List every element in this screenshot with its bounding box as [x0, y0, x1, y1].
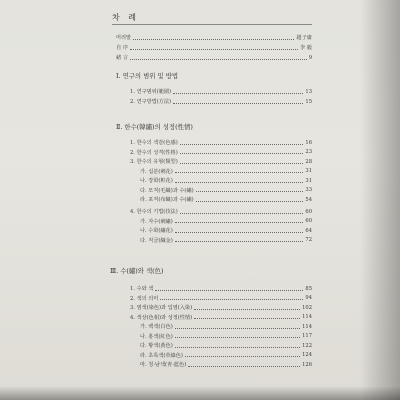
entry-page: 102 [302, 304, 312, 311]
entry-label: 라. 포직(布織)과 수(繡) [140, 197, 194, 203]
entry-label: 2. 색의 의미 [130, 295, 159, 302]
leader-dots [175, 219, 304, 223]
entry-page: 31 [305, 177, 312, 184]
leader-dots [175, 169, 304, 173]
entry-author: 李 毅 [299, 45, 312, 51]
entry-page: 31 [305, 168, 312, 174]
entry-page: 33 [305, 187, 312, 193]
entry-label: 마. 청·남색(靑·藍色) [140, 362, 187, 368]
entry-page: 122 [302, 342, 312, 349]
entry-page: 9 [308, 54, 312, 61]
entry-label: 1. 연구범위(範圍) [130, 89, 172, 95]
entry-label: 다. 모직(毛織)과 수(繡) [140, 187, 194, 194]
title-underline [112, 24, 312, 25]
leader-dots [160, 296, 303, 300]
toc-subentry [140, 227, 312, 234]
entry-page: 114 [302, 323, 312, 330]
toc-subentry [140, 177, 312, 184]
entry-page: 54 [305, 196, 312, 203]
toc-entry-preface [116, 34, 312, 41]
entry-page: 60 [305, 208, 312, 215]
entry-label: 나. 홍색(紅色) [140, 333, 173, 340]
entry-label: 3. 염색(染色)과 입염(入染) [130, 305, 193, 311]
toc-entry [130, 285, 312, 292]
toc-entry [130, 149, 312, 156]
toc-subentry [140, 168, 312, 175]
entry-page: 94 [305, 295, 312, 301]
leader-dots [173, 90, 303, 94]
entry-page: 117 [302, 333, 312, 339]
leader-dots [196, 188, 304, 192]
entry-label: 1. 수와 색 [130, 286, 154, 292]
toc-subentry [140, 333, 312, 340]
entry-label: 3. 한수의 유형(類型) [130, 159, 178, 165]
entry-label: 가. 백색(白色) [140, 324, 173, 330]
page-edge-shadow [360, 0, 400, 400]
toc-subentry [140, 342, 312, 349]
leader-dots [175, 334, 300, 338]
section-heading-3: Ⅲ. 수(繡)와 색(色) [110, 267, 164, 275]
entry-page: 15 [305, 98, 312, 105]
entry-page: 23 [305, 149, 312, 155]
leader-dots [130, 56, 307, 60]
entry-page: 72 [305, 237, 312, 243]
entry-label: 나. 장화(粧花) [140, 178, 173, 184]
leader-dots [180, 210, 304, 214]
leader-dots [180, 160, 304, 164]
entry-label: 1. 한수의 색감(色感) [130, 140, 178, 146]
toc-subentry [140, 361, 312, 368]
entry-label: 가. 십분(刺花) [140, 168, 173, 175]
entry-label: 緒 言 [116, 55, 129, 61]
leader-dots [173, 100, 303, 104]
entry-label: 라. 초록색(草綠色) [140, 352, 183, 359]
entry-page: 126 [302, 361, 312, 368]
leader-dots [180, 150, 304, 154]
page-title: 차 례 [112, 13, 139, 22]
leader-dots [194, 306, 300, 310]
toc-subentry [140, 187, 312, 194]
leader-dots [196, 198, 304, 202]
entry-label: 4. 색상(色相)과 성정(性情) [130, 314, 193, 321]
entry-page: 60 [305, 218, 312, 224]
leader-dots [175, 325, 300, 329]
entry-label: 가. 자수(刺繡) [140, 218, 173, 225]
entry-label: 4. 한수의 기법(技法) [130, 209, 178, 215]
leader-dots [155, 287, 303, 291]
toc-entry [130, 208, 312, 215]
leader-dots [175, 344, 300, 348]
leader-dots [194, 315, 300, 319]
leader-dots [185, 353, 300, 357]
toc-subentry [140, 323, 312, 330]
entry-page: 124 [302, 352, 312, 358]
leader-dots [188, 363, 300, 367]
toc-entry-introduction [116, 54, 312, 61]
entry-label: 自 序 [116, 45, 129, 51]
section-heading-1: Ⅰ. 연구의 범위 및 방법 [116, 72, 179, 80]
leader-dots [175, 238, 304, 242]
toc-subentry [140, 196, 312, 203]
entry-label: 다. 직금(織金) [140, 237, 173, 244]
leader-dots [180, 141, 304, 145]
toc-subentry [140, 237, 312, 244]
entry-label: 2. 연구방법(方法) [130, 99, 172, 105]
entry-label: 2. 한수의 성격(性格) [130, 149, 178, 156]
toc-entry-self-preface [116, 44, 312, 51]
entry-label: 머리말 [116, 35, 132, 41]
entry-page: 28 [305, 158, 312, 165]
leader-dots [175, 179, 304, 183]
section-heading-2: Ⅱ. 한수(韓繡)의 성정(性情) [116, 123, 193, 131]
leader-dots [133, 36, 294, 40]
toc-entry [130, 158, 312, 165]
entry-author: 趙子庸 [296, 35, 312, 41]
entry-page: 13 [305, 88, 312, 95]
toc-entry [130, 139, 312, 146]
toc-entry [130, 295, 312, 302]
toc-subentry [140, 352, 312, 359]
entry-page: 114 [302, 314, 312, 320]
toc-entry [130, 98, 312, 105]
page-bottom-shadow [0, 386, 400, 400]
toc-subentry [140, 218, 312, 225]
leader-dots [175, 229, 304, 233]
entry-page: 16 [305, 139, 312, 146]
toc-entry [130, 314, 312, 321]
toc-entry [130, 88, 312, 95]
entry-page: 64 [305, 227, 312, 234]
entry-label: 다. 황색(黃色) [140, 343, 173, 349]
toc-entry [130, 304, 312, 311]
entry-label: 나. 수화(繡花) [140, 228, 173, 234]
entry-page: 85 [305, 285, 312, 292]
leader-dots [130, 46, 298, 50]
